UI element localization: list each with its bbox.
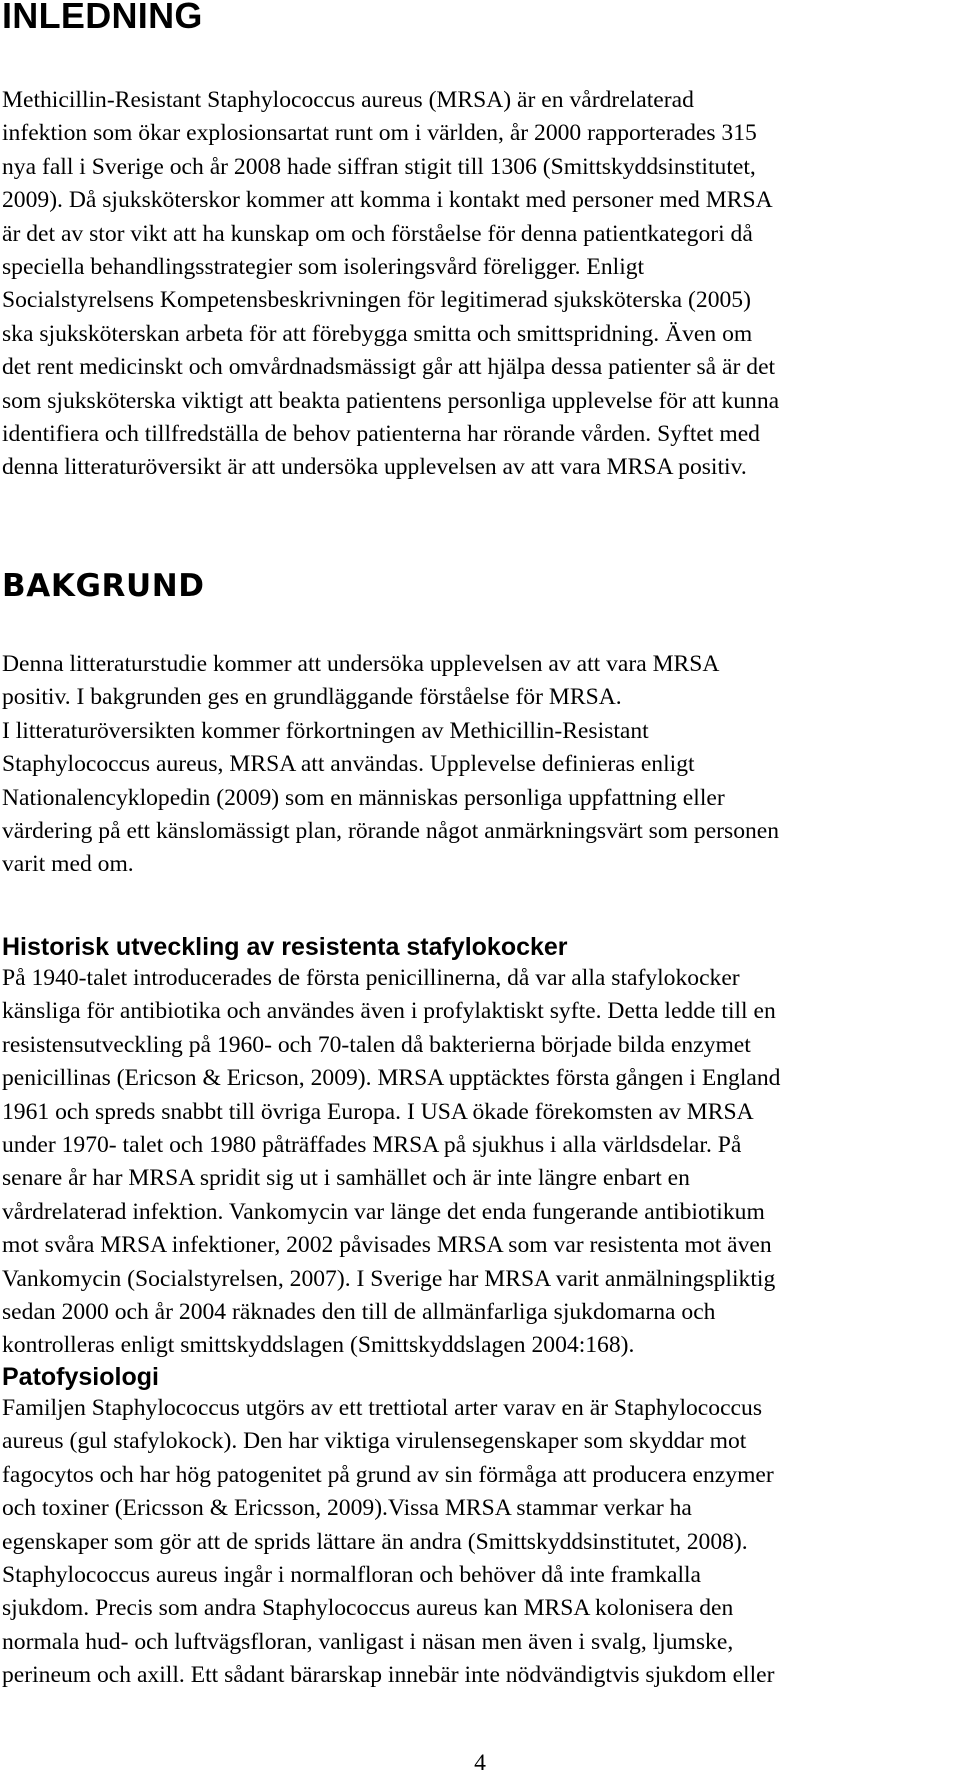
- heading-bakgrund: BAKGRUND: [2, 568, 205, 604]
- heading-historisk-utveckling: Historisk utveckling av resistenta stafylokocker: [2, 933, 568, 961]
- paragraph-inledning: Methicillin-Resistant Staphylococcus aureus (MRSA) är en vårdrelaterad infektion som ökar explosionsartat runt om i världen, år 2000 rapporterades 315 nya fall i Sverige och år 2008 hade siffran stigit till 1306 (Smittskyddsinstitutet, 2009). Då sjuksköterskor kommer att komma i kontakt med personer med MRSA är det av stor vikt att ha kunskap om och förståelse för denna patientkategori då speciella behandlingsstrategier som isoleringsvård föreligger. Enligt Socialstyrelsens Kompetensbeskrivningen för legitimerad sjuksköterska (2005) ska sjuksköterskan arbeta för att förebygga smitta och smittspridning. Även om det rent medicinskt och omvårdnadsmässigt går att hjälpa dessa patienter så är det som sjuksköterska viktigt att beakta patientens personliga upplevelse för att kunna identifiera och tillfredställa de behov patienterna har rörande vården. Syftet med denna litteraturöversikt är att undersöka upplevelsen av att vara MRSA positiv.: [2, 87, 780, 481]
- heading-inledning: INLEDNING: [2, 0, 203, 36]
- paragraph-historisk-utveckling: På 1940-talet introducerades de första penicillinerna, då var alla stafylokocker känsliga för antibiotika och användes även i profylaktiskt syfte. Detta ledde till en resistensutveckling på 1960- och 70-talen då bakterierna började bilda enzymet penicillinas (Ericson & Ericson, 2009). MRSA upptäcktes första gången i England 1961 och spreds snabbt till övriga Europa. I USA ökade förekomsten av MRSA under 1970- talet och 1980 påträffades MRSA på sjukhus i alla världsdelar. På senare år har MRSA spridit sig ut i samhället och är inte längre enbart en vårdrelaterad infektion. Vankomycin var länge det enda fungerande antibiotikum mot svåra MRSA infektioner, 2002 påvisades MRSA som var resistenta mot även Vankomycin (Socialstyrelsen, 2007). I Sverige har MRSA varit anmälningspliktig sedan 2000 och år 2004 räknades den till de allmänfarliga sjukdomarna och kontrolleras enligt smittskyddslagen (Smittskyddslagen 2004:168).: [2, 965, 781, 1359]
- page-number: 4: [474, 1750, 486, 1776]
- paragraph-bakgrund: Denna litteraturstudie kommer att undersöka upplevelsen av att vara MRSA positiv. I bakgrunden ges en grundläggande förståelse för MRSA. I litteraturöversikten kommer förkortningen av Methicillin-Resistant Staphylococcus aureus, MRSA att användas. Upplevelse definieras enligt Nationalencyklopedin (2009) som en människas personliga uppfattning eller värdering på ett känslomässigt plan, rörande något anmärkningsvärt som personen varit med om.: [2, 651, 780, 878]
- paragraph-patofysiologi: Familjen Staphylococcus utgörs av ett trettiotal arter varav en är Staphylococcus aureus (gul stafylokock). Den har viktiga virulensegenskaper som skyddar mot fagocytos och har hög patogenitet på grund av sin förmåga att producera enzymer och toxiner (Ericsson & Ericsson, 2009).Vissa MRSA stammar verkar ha egenskaper som gör att de sprids lättare än andra (Smittskyddsinstitutet, 2008). Staphylococcus aureus ingår i normalfloran och behöver då inte framkalla sjukdom. Precis som andra Staphylococcus aureus kan MRSA kolonisera den normala hud- och luftvägsfloran, vanligast i näsan men även i svalg, ljumske, perineum och axill. Ett sådant bärarskap innebär inte nödvändigtvis sjukdom eller: [2, 1395, 775, 1689]
- heading-patofysiologi: Patofysiologi: [2, 1363, 159, 1391]
